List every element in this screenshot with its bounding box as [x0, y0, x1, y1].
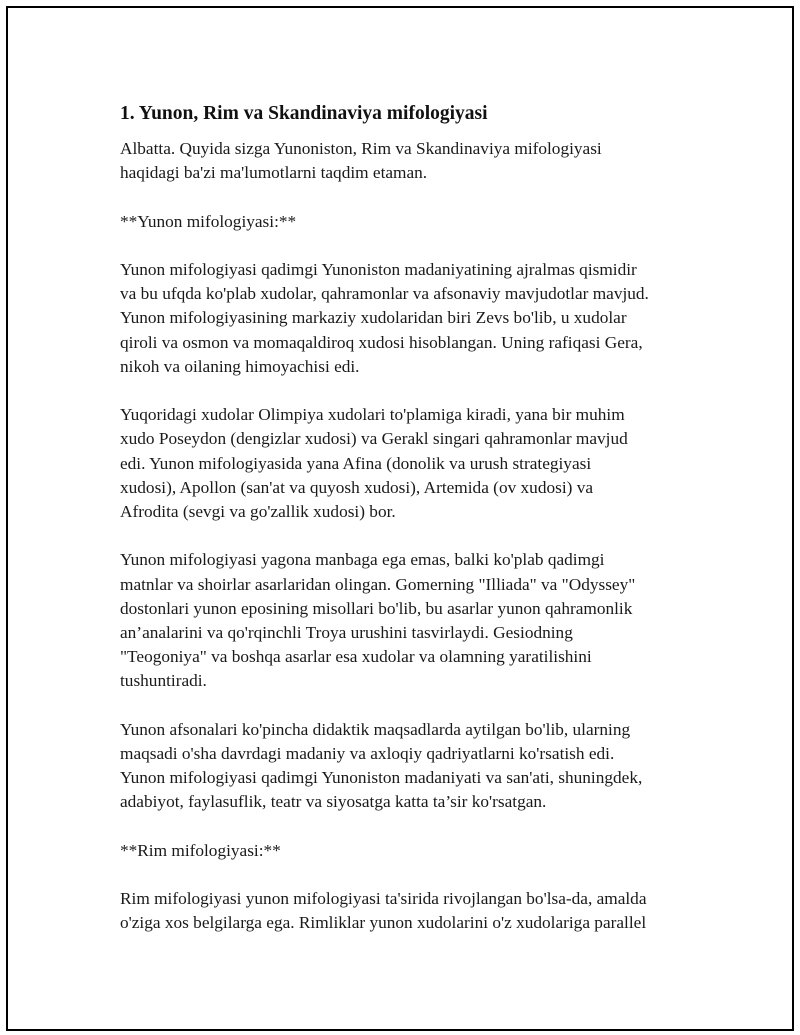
document-body: [120, 102, 705, 936]
paragraph-greek-sources: Yunon mifologiyasi yagona manbaga ega emas, balki ko'plab qadimgi matnlar va shoirlar asarlaridan olingan. Gomerning "Illiada" va "Odyssey" dostonlari yunon eposining misollari bo'lib, bu asarlar yunon qahramonlik an’analarini va qo'rqinchli Troya urushini tasvirlaydi. Gesiodning "Teogoniya" va boshqa asarlar esa xudolar va olamning yaratilishini tushuntiradi.: [120, 550, 636, 691]
paragraph-greek-overview: Yunon mifologiyasi qadimgi Yunoniston madaniyatining ajralmas qismidir va bu ufqda ko'plab xudolar, qahramonlar va afsonaviy mavjudotlar mavjud. Yunon mifologiyasining markaziy xudolaridan biri Zevs bo'lib, u xudolar qiroli va osmon va momaqaldiroq xudosi hisoblangan. Uning rafiqasi Gera, nikoh va oilaning himoyachisi edi.: [120, 259, 649, 376]
page: [6, 6, 794, 1031]
paragraph-greek-influence: Yunon afsonalari ko'pincha didaktik maqsadlarda aytilgan bo'lib, ularning maqsadi o'sha davrdagi madaniy va axloqiy qadriyatlarni ko'rsatish edi. Yunon mifologiyasi qadimgi Yunoniston madaniyati va san'ati, shuningdek, adabiyot, faylasuflik, teatr va siyosatga katta ta’sir ko'rsatgan.: [120, 719, 643, 812]
section-label-roman: **Rim mifologiyasi:**: [120, 840, 281, 860]
paragraph-greek-gods: Yuqoridagi xudolar Olimpiya xudolari to'plamiga kiradi, yana bir muhim xudo Poseydon (dengizlar xudosi) va Gerakl singari qahramonlar mavjud edi. Yunon mifologiyasida yana Afina (donolik va urush strategiyasi xudosi), Apollon (san'at va quyosh xudosi), Artemida (ov xudosi) va Afrodita (sevgi va go'zallik xudosi) bor.: [120, 405, 628, 521]
paragraph-roman-overview: Rim mifologiyasi yunon mifologiyasi ta'sirida rivojlangan bo'lsa-da, amalda o'ziga xos belgilarga ega. Rimliklar yunon xudolarini o'z xudolariga parallel: [120, 889, 647, 933]
section-label-greek: **Yunon mifologiyasi:**: [120, 211, 297, 231]
document-heading: 1. Yunon, Rim va Skandinaviya mifologiyasi: [120, 103, 488, 124]
paragraph-intro: Albatta. Quyida sizga Yunoniston, Rim va Skandinaviya mifologiyasi haqidagi ba'zi ma'lumotlarni taqdim etaman.: [120, 139, 602, 183]
